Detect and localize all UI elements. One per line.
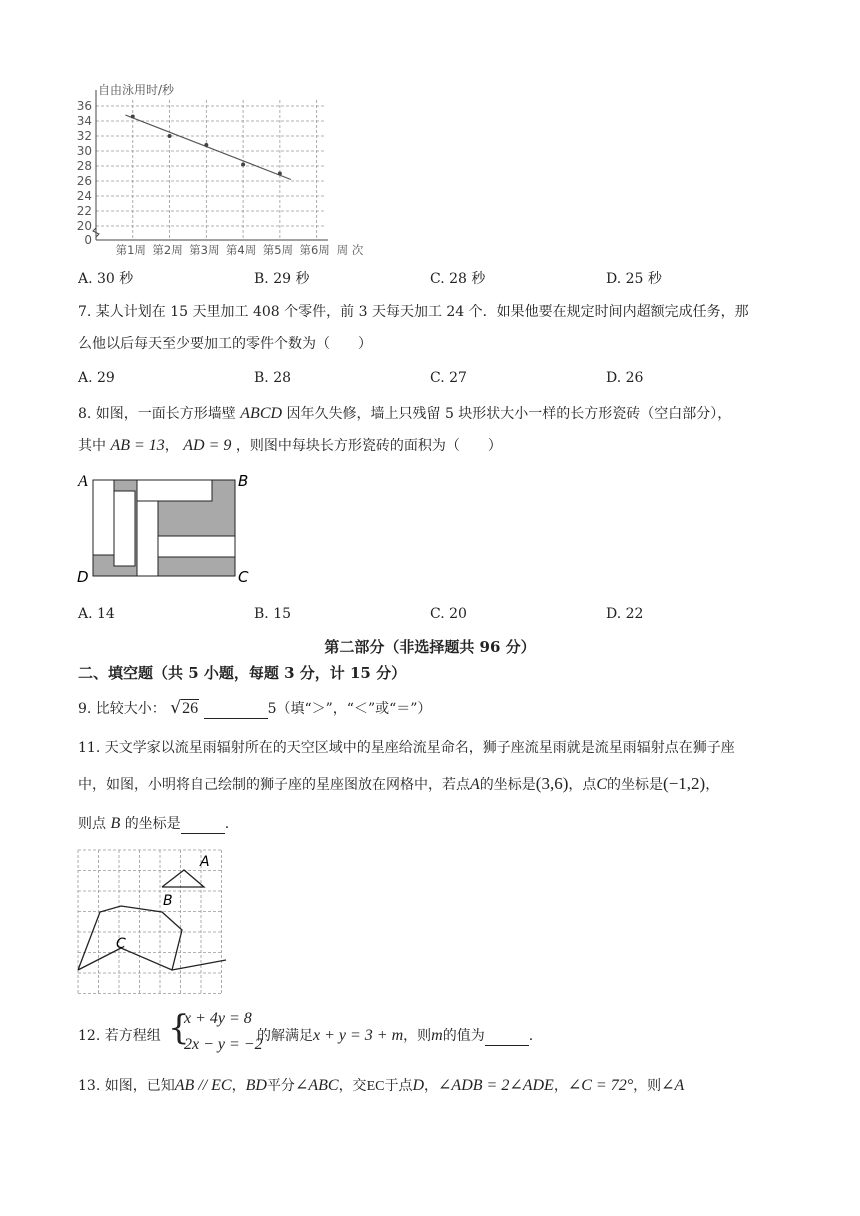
q11-grid	[78, 850, 222, 994]
q12-rest: 的解满足x + y = 3 + m，则m的值为 .	[257, 1027, 534, 1044]
q13-text: 13. 如图，已知AB // EC，BD平分∠ABC，交EC于点D，∠ADB = 2∠ADE，∠C = 72°，则∠A	[78, 1077, 685, 1094]
q7-option-d: D. 26	[606, 370, 644, 386]
q9-radicand: 26	[182, 700, 199, 717]
q7-option-c: C. 27	[430, 370, 467, 386]
part2-title: 第二部分（非选择题共 96 分）	[324, 638, 536, 656]
q12-eq1: x + 4y = 8	[184, 1010, 252, 1027]
y-tick-label: 34	[76, 114, 92, 128]
q8-line2: 其中 AB = 13， AD = 9 ，则图中每块长方形瓷砖的面积为（ ）	[78, 437, 502, 454]
q11-line1: 11. 天文学家以流星雨辐射所在的天空区域中的星座给流星命名，狮子座流星雨就是流星雨辐射点在狮子座	[78, 740, 735, 756]
x-tick-label: 第5周	[262, 243, 294, 257]
y-tick-label: 28	[76, 159, 92, 173]
x-tick-label: 第3周	[189, 243, 220, 257]
trend-line	[125, 115, 290, 180]
label-a: A	[78, 473, 88, 490]
x-tick-label: 第1周	[115, 243, 146, 257]
q7-option-a: A. 29	[78, 370, 115, 386]
swim-time-chart	[76, 78, 376, 260]
q12-prefix: 12. 若方程组	[78, 1028, 161, 1044]
y-tick-label: 24	[76, 189, 92, 203]
q8-wall-figure	[76, 470, 256, 590]
q6-option-a: A. 30 秒	[78, 271, 134, 287]
q6-option-b: B. 29 秒	[254, 271, 310, 287]
tile-5	[158, 536, 235, 557]
label-b: B	[163, 893, 173, 909]
q12-condition: x + y = 3 + m	[313, 1027, 404, 1044]
q6-option-d: D. 25 秒	[606, 271, 662, 287]
q8-rect-name: ABCD	[240, 405, 283, 422]
x-tick-label: 第2周	[152, 243, 183, 257]
y-tick-label: 32	[76, 129, 92, 143]
x-tick-label: 第4周	[225, 243, 257, 257]
coord-c: (−1,2)	[663, 774, 706, 793]
q6-option-c: C. 28 秒	[430, 271, 486, 287]
label-a: A	[200, 854, 210, 870]
chart-y-ticks	[77, 99, 92, 247]
q9-text: 9. 比较大小： √26 5（填“＞”，“＜”或“＝”）	[78, 698, 432, 718]
x-axis-label: 周 次	[336, 243, 364, 257]
y-tick-label: 0	[84, 233, 92, 247]
data-point	[204, 143, 208, 147]
q8-option-a: A. 14	[78, 606, 115, 622]
sqrt-symbol: √	[170, 698, 182, 718]
tile-2	[114, 491, 135, 566]
x-tick-label: 第6周	[299, 243, 330, 257]
brace: {	[168, 1008, 190, 1048]
q7-option-b: B. 28	[254, 370, 292, 386]
q7-line2: 么他以后每天至少要加工的零件个数为（ ）	[78, 336, 372, 352]
q8-option-c: C. 20	[430, 606, 467, 622]
q7-line1: 7. 某人计划在 15 天里加工 408 个零件，前 3 天每天加工 24 个．如果他要在规定时间内超额完成任务，那	[78, 304, 749, 320]
q8-ab: AB = 13	[110, 437, 165, 454]
y-tick-label: 30	[76, 144, 92, 158]
y-tick-label: 20	[76, 219, 92, 233]
q11-line2: 中，如图，小明将自己绘制的狮子座的星座图放在网格中，若点A的坐标是(3,6)，点C的坐标是(−1,2)，	[78, 774, 720, 793]
y-tick-label: 22	[76, 204, 92, 218]
label-d: D	[77, 568, 89, 586]
chart-x-ticks	[116, 243, 364, 257]
tile-3	[137, 480, 212, 501]
q12-blank[interactable]	[485, 1029, 529, 1046]
y-tick-label: 36	[76, 99, 92, 113]
data-point	[131, 115, 135, 119]
tile-1	[93, 480, 114, 555]
q11-blank[interactable]	[181, 817, 225, 834]
constellation-body	[78, 906, 182, 970]
q8-option-d: D. 22	[606, 606, 644, 622]
chart-marks	[125, 115, 290, 180]
section-title: 二、填空题（共 5 小题，每题 3 分，计 15 分）	[78, 664, 407, 682]
q9-blank[interactable]	[204, 702, 268, 719]
chart-ylabel: 自由泳用时/秒	[98, 83, 175, 97]
label-c: C	[238, 568, 249, 586]
data-point	[241, 163, 245, 167]
q11-line3: 则点 B 的坐标是 .	[78, 815, 230, 832]
q8-line1: 8. 如图，一面长方形墙壁 ABCD 因年久失修，墙上只残留 5 块形状大小一样的长方形瓷砖（空白部分），	[78, 405, 732, 422]
data-point	[168, 134, 172, 138]
q8-option-b: B. 15	[254, 606, 292, 622]
data-point	[278, 172, 282, 176]
q12-eq2: 2x − y = −2	[184, 1036, 263, 1053]
tile-4	[137, 501, 158, 576]
leo-constellation-figure	[76, 848, 228, 994]
triangle-a	[162, 870, 204, 887]
q8-ad: AD = 9	[183, 437, 232, 454]
label-b: B	[238, 472, 249, 490]
coord-a: (3,6)	[535, 774, 569, 793]
chart-grid	[93, 90, 328, 240]
label-c: C	[116, 936, 126, 952]
y-tick-label: 26	[76, 174, 92, 188]
